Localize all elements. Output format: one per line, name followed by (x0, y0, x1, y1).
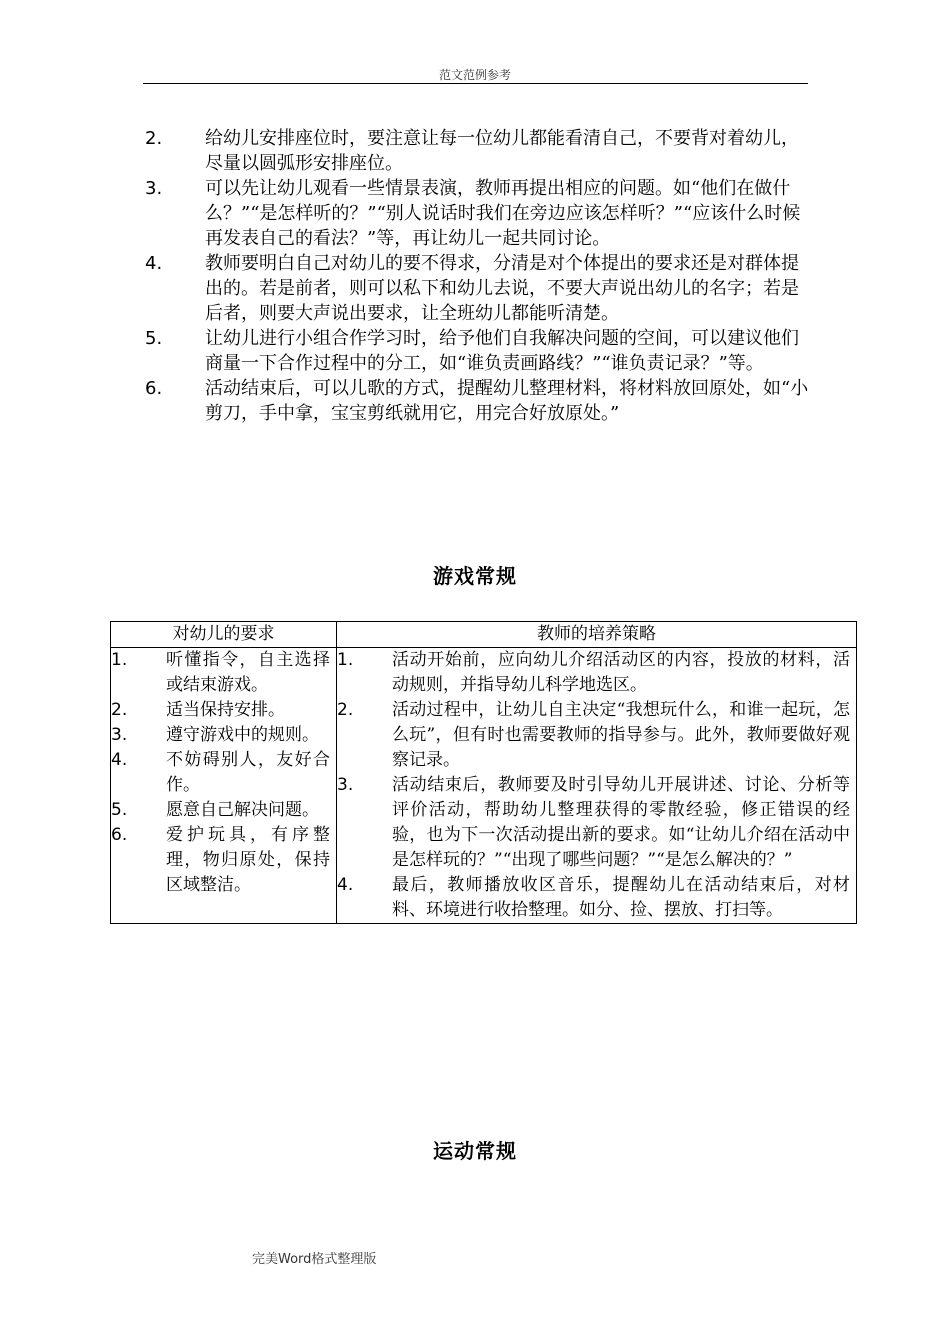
item-number: 1. (337, 650, 354, 670)
table-list-item (337, 698, 856, 773)
list-item-text: 教师要明白自己对幼儿的要不得求，分清是对个体提出的要求还是对群体提出的。若是前者，则可以私下和幼儿去说，不要大声说出幼儿的名字；若是后者，则要大声说出要求，让全班幼儿都能听清楚。 (205, 253, 799, 324)
table-list-item (111, 648, 336, 698)
item-number: 2. (337, 700, 354, 720)
item-text: 活动结束后，教师要及时引导幼儿开展讲述、讨论、分析等评价活动，帮助幼儿整理获得的零散经验，修正错误的经验，也为下一次活动提出新的要求。如“让幼儿介绍在活动中是怎样玩的？”“出现了哪些问题？”“是怎么解决的？” (392, 775, 850, 870)
item-text: 最后，教师播放收区音乐，提醒幼儿在活动结束后，对材料、环境进行收拾整理。如分、捡、摆放、打扫等。 (392, 875, 850, 920)
list-item (143, 326, 813, 376)
list-item (143, 176, 813, 251)
table-header-teacher-strategies: 教师的培养策略 (337, 622, 857, 648)
list-item-text: 活动结束后，可以儿歌的方式，提醒幼儿整理材料，将材料放回原处，如“小剪刀，手中拿，宝宝剪纸就用它，用完合好放原处。” (205, 378, 809, 424)
table-body-row (111, 648, 857, 924)
list-item-number: 4. (145, 253, 163, 274)
section-title-game: 游戏常规 (433, 564, 517, 588)
list-item-number: 2. (145, 128, 163, 149)
item-number: 4. (111, 750, 128, 770)
table-list-item (111, 748, 336, 798)
list-item-text: 给幼儿安排座位时，要注意让每一位幼儿都能看清自己，不要背对着幼儿，尽量以圆弧形安排座位。 (205, 128, 799, 174)
table-list-item (111, 698, 336, 723)
item-number: 3. (337, 775, 354, 795)
item-text: 听懂指令，自主选择或结束游戏。 (166, 650, 330, 695)
item-text: 遵守游戏中的规则。 (166, 725, 319, 745)
table-list-item (337, 873, 856, 923)
guideline-list (143, 126, 813, 426)
teacher-strategies-cell (337, 648, 857, 924)
item-number: 4. (337, 875, 354, 895)
item-text: 活动开始前，应向幼儿介绍活动区的内容，投放的材料，活动规则，并指导幼儿科学地选区。 (392, 650, 850, 695)
item-number: 1. (111, 650, 128, 670)
item-text: 不妨碍别人，友好合作。 (166, 750, 330, 795)
item-text: 爱护玩具，有序整理，物归原处，保持区域整洁。 (166, 825, 330, 895)
list-item-text: 让幼儿进行小组合作学习时，给予他们自我解决问题的空间，可以建议他们商量一下合作过程中的分工，如“谁负责画路线？”“谁负责记录？”等。 (205, 328, 799, 374)
table-header-row (111, 622, 857, 648)
list-item (143, 126, 813, 176)
child-requirements-cell (111, 648, 337, 924)
list-item-text: 可以先让幼儿观看一些情景表演，教师再提出相应的问题。如“他们在做什么？”“是怎样听的？”“别人说话时我们在旁边应该怎样听？”“应该什么时候再发表自己的看法？”等，再让幼儿一起共同讨论。 (205, 178, 801, 249)
header-rule (143, 83, 808, 84)
game-rules-table (110, 621, 857, 924)
item-number: 2. (111, 700, 128, 720)
list-item (143, 251, 813, 326)
table-list-item (111, 798, 336, 823)
list-item-number: 5. (145, 328, 163, 349)
list-item-number: 6. (145, 378, 163, 399)
item-text: 适当保持安排。 (166, 700, 285, 720)
table-list-item (337, 773, 856, 873)
page-header: 范文范例参考 (438, 68, 511, 82)
item-text: 活动过程中，让幼儿自主决定“我想玩什么，和谁一起玩，怎么玩”，但有时也需要教师的指导参与。此外，教师要做好观察记录。 (392, 700, 850, 770)
item-number: 5. (111, 800, 128, 820)
page-footer: 完美Word格式整理版 (252, 1252, 377, 1267)
table-list-item (111, 823, 336, 898)
table-list-item (337, 648, 856, 698)
list-item-number: 3. (145, 178, 163, 199)
item-text: 愿意自己解决问题。 (166, 800, 319, 820)
item-number: 3. (111, 725, 128, 745)
section-title-sports: 运动常规 (433, 1139, 517, 1163)
list-item (143, 376, 813, 426)
table-list-item (111, 723, 336, 748)
item-number: 6. (111, 825, 128, 845)
table-header-child-requirements: 对幼儿的要求 (111, 622, 337, 648)
